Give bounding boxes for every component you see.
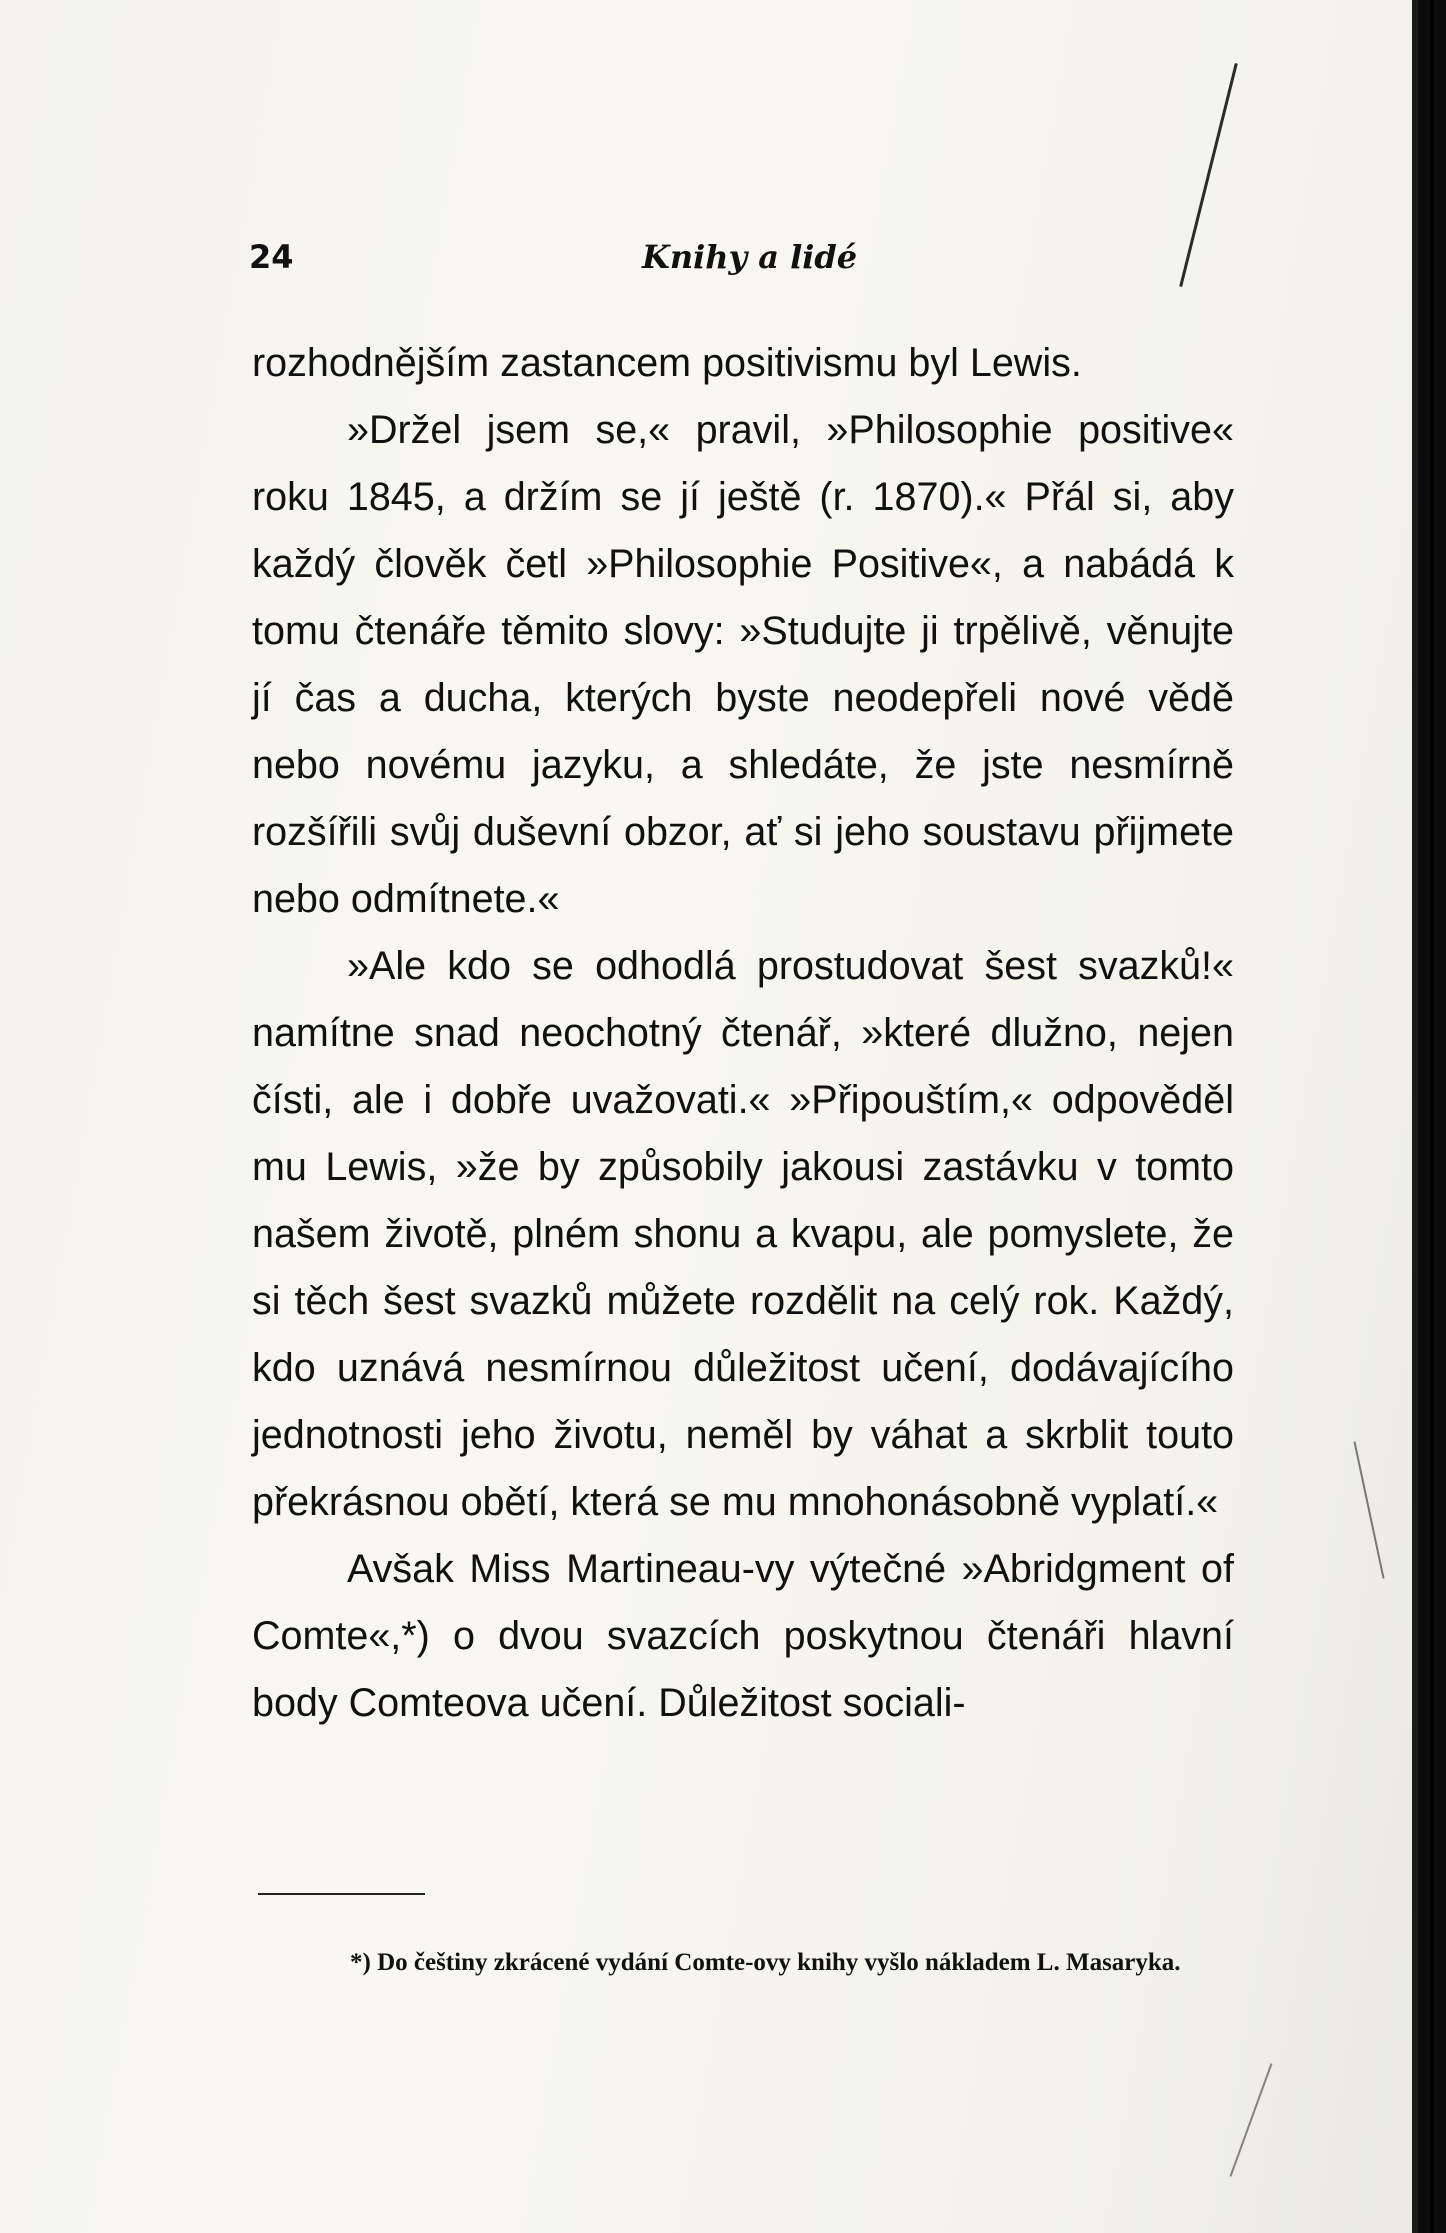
page-margin-mark bbox=[1353, 1441, 1384, 1578]
paragraph: rozhodnějším zastancem positivismu byl Lewis. bbox=[252, 341, 1082, 385]
page-header bbox=[0, 238, 1412, 284]
page-margin-mark bbox=[1230, 2063, 1273, 2176]
page-edge bbox=[1412, 0, 1418, 2233]
paragraph: »Držel jsem se,« pravil, »Philosophie positive« roku 1845, a držím se jí ještě (r. 1870).« Přál si, aby každý člověk četl »Philosophie Positive«, a nabádá k tomu čtenáře těmito slovy: »Studujte ji trpělivě, věnujte jí čas a ducha, kterých byste neodepřeli nové vědě nebo novému jazyku, a shledáte, že jste nesmírně rozšířili svůj duševní obzor, ať si jeho soustavu přijmete nebo odmítnete.« bbox=[252, 408, 1234, 921]
body-text bbox=[252, 330, 1234, 1737]
paragraph: Avšak Miss Martineau-vy výtečné »Abridgment of Comte«,*) o dvou svazcích poskytnou čtenáři hlavní body Comteova učení. Důležitost sociali- bbox=[252, 1547, 1234, 1725]
footnote: *) Do češtiny zkrácené vydání Comte-ovy knihy vyšlo nákladem L. Masaryka. bbox=[350, 1949, 1181, 1976]
running-title: Knihy a lidé bbox=[642, 238, 858, 276]
page-edge bbox=[1430, 0, 1434, 2233]
page-number: 24 bbox=[249, 238, 294, 276]
paragraph: »Ale kdo se odhodlá prostudovat šest svazků!« namítne snad neochotný čtenář, »které dlužno, nejen čísti, ale i dobře uvažovati.« »Připouštím,« odpověděl mu Lewis, »že by způsobily jakousi zastávku v tomto našem životě, plném shonu a kvapu, ale pomyslete, že si těch šest svazků můžete rozdělit na celý rok. Každý, kdo uznává nesmírnou důležitost učení, dodávajícího jednotnosti jeho životu, neměl by váhat a skrblit touto překrásnou obětí, která se mu mnohonásobně vyplatí.« bbox=[252, 944, 1234, 1524]
footnote-divider bbox=[258, 1893, 425, 1895]
